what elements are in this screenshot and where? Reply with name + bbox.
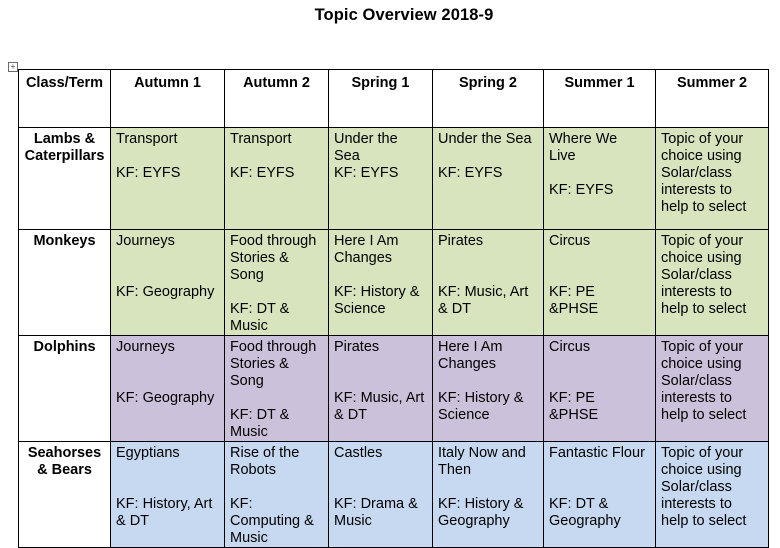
blank-line	[116, 250, 219, 267]
topic-name: Circus	[549, 339, 591, 355]
topic-cell[interactable]	[225, 230, 329, 336]
topic-cell[interactable]	[433, 128, 544, 230]
topic-name: Journeys	[116, 233, 175, 249]
key-focus: KF: Geography	[116, 284, 215, 300]
key-focus: KF: Geography	[116, 390, 215, 406]
table-move-handle-icon[interactable]: +	[8, 62, 18, 72]
topic-name: Here I Am Changes	[438, 339, 503, 372]
key-focus: KF: DT & Music	[230, 301, 290, 334]
topic-cell[interactable]	[544, 230, 656, 336]
topic-name: Fantastic Flour	[549, 445, 645, 461]
header-cell[interactable]	[111, 70, 225, 128]
topic-name: Transport	[116, 131, 178, 147]
class-name: Lambs & Caterpillars	[24, 131, 105, 164]
table-row	[19, 442, 769, 548]
blank-line	[116, 267, 219, 284]
blank-line	[334, 373, 427, 390]
topic-cell[interactable]	[433, 442, 544, 548]
blank-line	[549, 462, 650, 479]
key-focus: KF: EYFS	[438, 165, 503, 181]
topic-overview-table	[18, 69, 769, 548]
key-focus: KF: History & Geography	[438, 496, 524, 529]
blank-line	[549, 250, 650, 267]
topic-cell[interactable]	[111, 230, 225, 336]
blank-line	[549, 165, 650, 182]
key-focus: KF: History & Science	[334, 284, 420, 317]
topic-cell[interactable]	[225, 336, 329, 442]
class-name: Monkeys	[33, 233, 96, 249]
topic-cell[interactable]	[433, 230, 544, 336]
header-row	[19, 70, 769, 128]
topic-name: Topic of your choice using Solar/class interests to help to select	[661, 339, 747, 423]
blank-line	[549, 373, 650, 390]
blank-line	[230, 479, 323, 496]
blank-line	[334, 267, 427, 284]
key-focus: KF: EYFS	[230, 165, 295, 181]
key-focus: KF: Music, Art & DT	[334, 390, 425, 423]
header-label: Summer 2	[676, 75, 748, 91]
header-cell[interactable]	[19, 70, 111, 128]
topic-cell[interactable]	[656, 128, 769, 230]
blank-line	[230, 284, 323, 301]
topic-name: Where We Live	[549, 131, 618, 164]
blank-line	[230, 148, 323, 165]
blank-line	[334, 462, 427, 479]
blank-line	[116, 479, 219, 496]
topic-cell[interactable]	[329, 230, 433, 336]
topic-name: Under the Sea	[438, 131, 532, 147]
header-cell[interactable]	[656, 70, 769, 128]
topic-name: Italy Now and Then	[438, 445, 526, 478]
topic-cell[interactable]	[544, 128, 656, 230]
row-class-name-cell[interactable]	[19, 128, 111, 230]
header-label: Summer 1	[564, 75, 635, 91]
key-focus: KF: PE &PHSE	[549, 284, 599, 317]
topic-cell[interactable]	[329, 442, 433, 548]
topic-name: Topic of your choice using Solar/class interests to help to select	[661, 131, 747, 215]
key-focus: KF: History & Science	[438, 390, 524, 423]
key-focus: KF: DT & Music	[230, 407, 290, 440]
header-cell[interactable]	[329, 70, 433, 128]
table-row	[19, 230, 769, 336]
blank-line	[438, 267, 538, 284]
topic-cell[interactable]	[225, 128, 329, 230]
blank-line	[549, 267, 650, 284]
key-focus: KF: Music, Art & DT	[438, 284, 529, 317]
header-label: Spring 2	[458, 75, 517, 91]
header-cell[interactable]	[433, 70, 544, 128]
header-label: Autumn 2	[243, 75, 310, 91]
row-class-name-cell[interactable]	[19, 336, 111, 442]
blank-line	[116, 356, 219, 373]
blank-line	[116, 373, 219, 390]
header-cell[interactable]	[544, 70, 656, 128]
topic-cell[interactable]	[656, 336, 769, 442]
class-name: Dolphins	[33, 339, 96, 355]
blank-line	[438, 250, 538, 267]
topic-name: Topic of your choice using Solar/class interests to help to select	[661, 445, 747, 529]
blank-line	[230, 390, 323, 407]
table-row	[19, 336, 769, 442]
blank-line	[549, 356, 650, 373]
key-focus: KF: PE &PHSE	[549, 390, 599, 423]
key-focus: KF: Drama & Music	[334, 496, 418, 529]
topic-name: Topic of your choice using Solar/class interests to help to select	[661, 233, 747, 317]
topic-name: Under the Sea	[334, 131, 398, 164]
blank-line	[334, 479, 427, 496]
row-class-name-cell[interactable]	[19, 230, 111, 336]
key-focus: KF: EYFS	[116, 165, 181, 181]
topic-cell[interactable]	[111, 442, 225, 548]
blank-line	[116, 462, 219, 479]
topic-name: Food through Stories & Song	[230, 339, 317, 389]
table-row	[19, 128, 769, 230]
class-name: Seahorses & Bears	[27, 445, 102, 478]
topic-cell[interactable]	[111, 336, 225, 442]
blank-line	[549, 479, 650, 496]
topic-cell[interactable]	[329, 128, 433, 230]
topic-name: Here I Am Changes	[334, 233, 399, 266]
topic-name: Pirates	[438, 233, 484, 249]
row-class-name-cell[interactable]	[19, 442, 111, 548]
topic-name: Circus	[549, 233, 591, 249]
key-focus: KF: History, Art & DT	[116, 496, 213, 529]
topic-cell[interactable]	[656, 442, 769, 548]
topic-cell[interactable]	[433, 336, 544, 442]
topic-name: Food through Stories & Song	[230, 233, 317, 283]
header-label: Class/Term	[25, 75, 104, 91]
key-focus: KF: EYFS	[549, 182, 614, 198]
key-focus: KF: DT & Geography	[549, 496, 621, 529]
topic-cell[interactable]	[656, 230, 769, 336]
blank-line	[116, 148, 219, 165]
topic-name: Pirates	[334, 339, 380, 355]
topic-cell[interactable]	[544, 442, 656, 548]
topic-cell[interactable]	[111, 128, 225, 230]
blank-line	[438, 373, 538, 390]
topic-name: Egyptians	[116, 445, 180, 461]
blank-line	[334, 356, 427, 373]
key-focus: KF: EYFS	[334, 165, 399, 181]
topic-name: Rise of the Robots	[230, 445, 300, 478]
topic-name: Transport	[230, 131, 292, 147]
blank-line	[438, 148, 538, 165]
topic-cell[interactable]	[544, 336, 656, 442]
table-body	[19, 128, 769, 548]
blank-line	[438, 479, 538, 496]
topic-cell[interactable]	[225, 442, 329, 548]
page-title: Topic Overview 2018-9	[314, 6, 494, 24]
key-focus: KF: Computing & Music	[230, 496, 314, 546]
header-label: Spring 1	[351, 75, 410, 91]
topic-name: Castles	[334, 445, 383, 461]
topic-name: Journeys	[116, 339, 175, 355]
header-label: Autumn 1	[134, 75, 201, 91]
topic-cell[interactable]	[329, 336, 433, 442]
header-cell[interactable]	[225, 70, 329, 128]
